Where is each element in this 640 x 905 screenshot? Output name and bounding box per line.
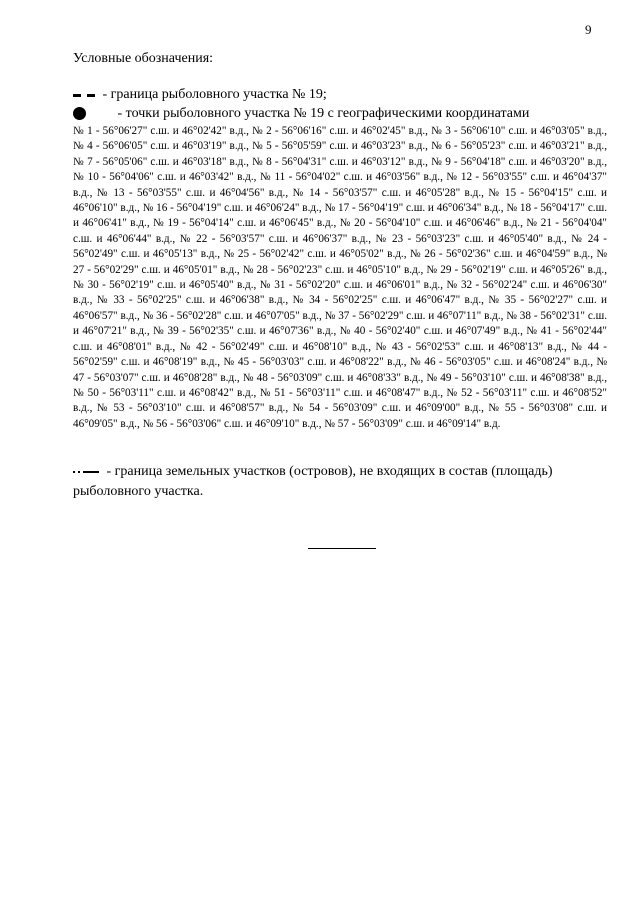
- coordinates-text: № 1 - 56°06'27" с.ш. и 46°02'42" в.д., № 2 - 56°06'16" с.ш. и 46°02'45" в.д., № 3 - 56°06'10" с.ш. и 46°03'05" в.д., № 4 - 56°06'05" с.ш. и 46°03'19" в.д., № 5 - 56°05'59" с.ш. и 46°03'23" в.д., № 6 - 56°05'23" с.ш. и 46°03'21" в.д., № 7 - 56°05'06" с.ш. и 46°03'18" в.д., № 8 - 56°04'31" с.ш. и 46°03'12" в.д., № 9 - 56°04'18" с.ш. и 46°03'20" в.д., № 10 - 56°04'06" с.ш. и 46°03'42" в.д., № 11 - 56°04'02" с.ш. и 46°03'56" в.д., № 12 - 56°03'55" с.ш. и 46°04'37" в.д., № 13 - 56°03'55" с.ш. и 46°04'56" в.д., № 14 - 56°03'57" с.ш. и 46°05'28" в.д., № 15 - 56°04'15" с.ш. и 46°06'10" в.д., № 16 - 56°04'19" с.ш. и 46°06'24" в.д., № 17 - 56°04'19" с.ш. и 46°06'34" в.д., № 18 - 56°04'17" с.ш. и 46°06'41" в.д., № 19 - 56°04'14" с.ш. и 46°06'45" в.д., № 20 - 56°04'10" с.ш. и 46°06'46" в.д., № 21 - 56°04'04" с.ш. и 46°06'44" в.д., № 22 - 56°03'57" с.ш. и 46°06'37" в.д., № 23 - 56°03'23" с.ш. и 46°05'40" в.д., № 24 - 56°02'49" с.ш. и 46°05'13" в.д., № 25 - 56°02'42" с.ш. и 46°05'02" в.д., № 26 - 56°02'36" с.ш. и 46°04'59" в.д., № 27 - 56°02'29" с.ш. и 46°05'01" в.д., № 28 - 56°02'23" с.ш. и 46°05'10" в.д., № 29 - 56°02'19" с.ш. и 46°05'26" в.д., № 30 - 56°02'19" с.ш. и 46°05'40" в.д., № 31 - 56°02'20" с.ш. и 46°06'01" в.д., № 32 - 56°02'24" с.ш. и 46°06'30" в.д., № 33 - 56°02'25" с.ш. и 46°06'38" в.д., № 34 - 56°02'25" с.ш. и 46°06'47" в.д., № 35 - 56°02'27" с.ш. и 46°06'57" в.д., № 36 - 56°02'28" с.ш. и 46°07'05" в.д., № 37 - 56°02'29" с.ш. и 46°07'11" в.д., № 38 - 56°02'31" с.ш. и 46°07'21" в.д., № 39 - 56°02'35" с.ш. и 46°07'36" в.д., № 40 - 56°02'40" с.ш. и 46°07'49" в.д., № 41 - 56°02'44" с.ш. и 46°08'01" в.д., № 42 - 56°02'49" с.ш. и 46°08'10" в.д., № 43 - 56°02'53" с.ш. и 46°08'13" в.д., № 44 - 56°02'59" с.ш. и 46°08'19" в.д., № 45 - 56°03'03" с.ш. и 46°08'22" в.д., № 46 - 56°03'05" с.ш. и 46°08'24" в.д., № 47 - 56°03'07" с.ш. и 46°08'28" в.д., № 48 - 56°03'09" с.ш. и 46°08'33" в.д., № 49 - 56°03'10" с.ш. и 46°08'38" в.д., № 50 - 56°03'11" с.ш. и 46°08'42" в.д., № 51 - 56°03'11" с.ш. и 46°08'47" в.д., № 52 - 56°03'11" с.ш. и 46°08'52" в.д., № 53 - 56°03'10" с.ш. и 46°08'57" в.д., № 54 - 56°03'09" с.ш. и 46°09'00" в.д., № 55 - 56°03'08" с.ш. и 46°09'05" в.д., № 56 - 56°03'06" с.ш. и 46°09'10" в.д., № 57 - 56°03'09" с.ш. и 46°09'14" в.д.: [73, 125, 607, 430]
- page-number: 9: [585, 22, 592, 37]
- dashed-line-icon: [73, 90, 97, 100]
- end-rule-line: [308, 548, 376, 549]
- legend-title: Условные обозначения:: [73, 51, 214, 66]
- legend-row-boundary: [73, 87, 327, 103]
- legend-row-islands: [73, 462, 607, 502]
- dash-dot-line-icon: [73, 468, 99, 476]
- islands-label: - граница земельных участков (островов), не входящих в состав (площадь) рыболовного участка.: [73, 464, 553, 499]
- legend-row-points: [73, 106, 529, 122]
- boundary-label: - граница рыболовного участка № 19;: [102, 87, 327, 102]
- filled-circle-icon: [73, 107, 86, 120]
- points-label: - точки рыболовного участка № 19 с географическими координатами: [117, 106, 530, 121]
